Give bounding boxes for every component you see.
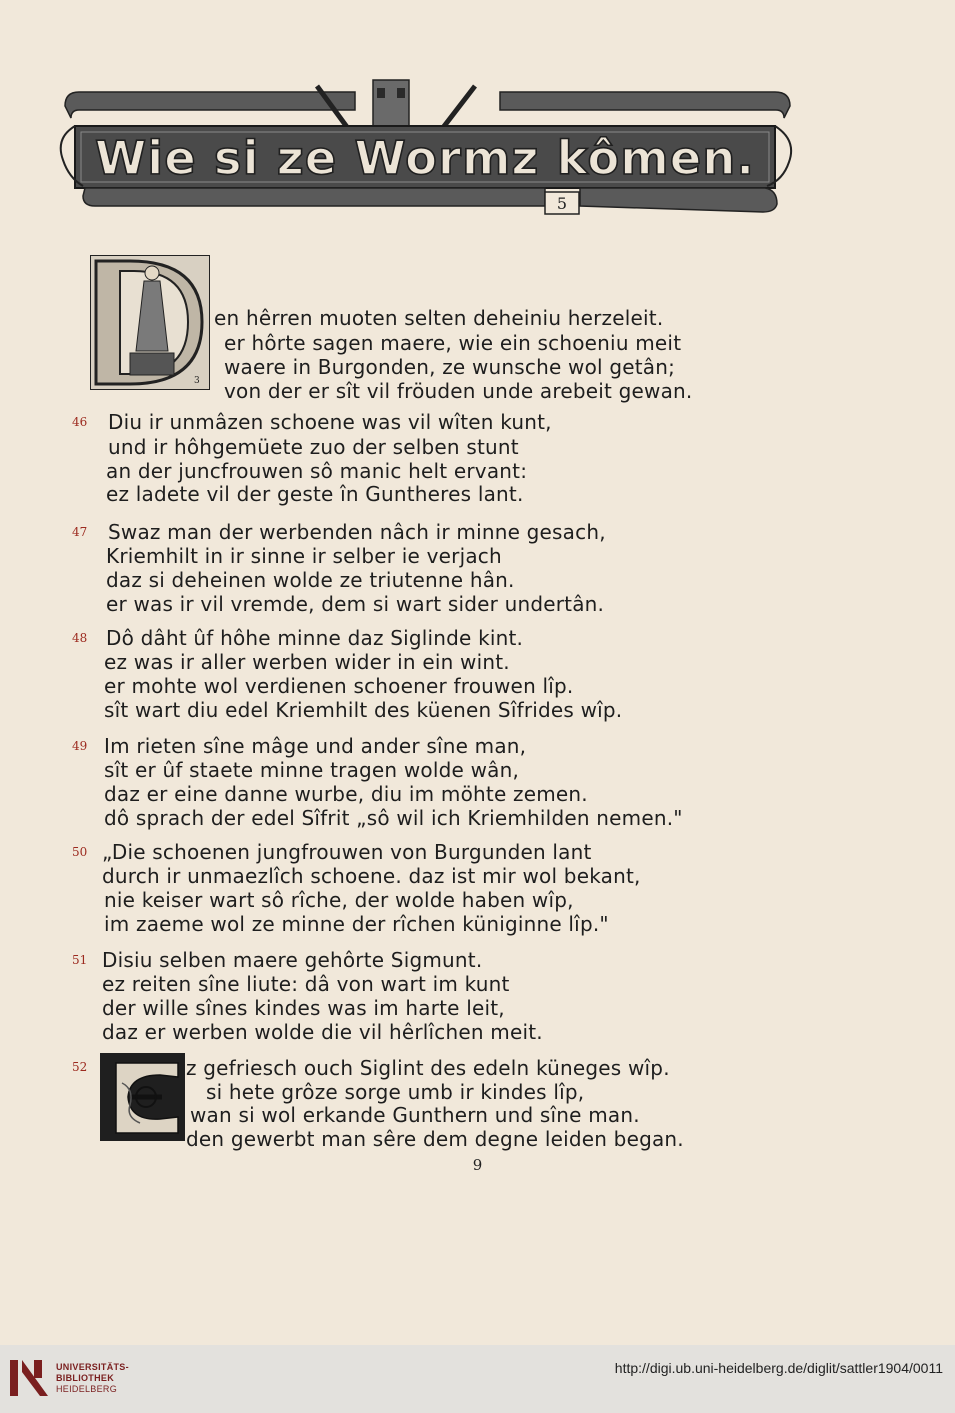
stanza-1-line-1: en hêrren muoten selten deheiniu herzeleit. <box>214 306 664 330</box>
stanza-52-line-3: wan si wol erkande Gunthern und sîne man. <box>190 1103 640 1127</box>
library-logo-icon <box>8 1356 50 1402</box>
stanza-line: nie keiser wart sô rîche, der wolde haben wîp, <box>104 888 574 912</box>
stanza-line: im zaeme wol ze minne der rîchen küniginne lîp." <box>104 912 609 936</box>
banner-upper-scroll <box>65 92 355 118</box>
stanza-line: er was ir vil vremde, dem si wart sider undertân. <box>106 592 605 616</box>
stanza-line: Diu ir unmâzen schoene was vil wîten kunt, <box>108 410 552 434</box>
stanza-line: Dô dâht ûf hôhe minne daz Siglinde kint. <box>106 626 524 650</box>
library-name-line-2: BIBLIOTHEK <box>56 1373 114 1383</box>
stanza-line: er mohte wol verdienen schoener frouwen lîp. <box>104 674 574 698</box>
stanza-1-line-2: er hôrte sagen maere, wie ein schoeniu meit <box>224 331 682 355</box>
stanza-line: sît er ûf staete minne tragen wolde wân, <box>104 758 520 782</box>
stanza-line: an der juncfrouwen sô manic helt ervant: <box>106 459 528 483</box>
stanza-line: daz si deheinen wolde ze triutenne hân. <box>106 568 515 592</box>
stanza-line: daz er werben wolde die vil hêrlîchen meit. <box>102 1020 543 1044</box>
stanza-number: 50 <box>72 845 88 859</box>
library-name-line-1: UNIVERSITÄTS- <box>56 1362 129 1372</box>
stanza-line: ez reiten sîne liute: dâ von wart im kunt <box>102 972 510 996</box>
stanza-line: Kriemhilt in ir sinne ir selber ie verjach <box>106 544 502 568</box>
figure-head <box>145 266 159 280</box>
stanza-line: Im rieten sîne mâge und ander sîne man, <box>104 734 527 758</box>
stanza-number: 47 <box>72 525 88 539</box>
stanza-line: sît wart diu edel Kriemhilt des küenen Sîfrides wîp. <box>104 698 623 722</box>
stanza-number: 52 <box>72 1060 88 1074</box>
page-number: 9 <box>472 1156 483 1174</box>
stanza-line: und ir hôhgemüete zuo der selben stunt <box>108 435 519 459</box>
library-name-line-3: HEIDELBERG <box>56 1384 118 1394</box>
stanza-number: 51 <box>72 953 88 967</box>
stanza-line: Disiu selben maere gehôrte Sigmunt. <box>102 948 483 972</box>
stanza-52-line-2: si hete grôze sorge umb ir kindes lîp, <box>206 1080 585 1104</box>
stanza-line: daz er eine danne wurbe, diu im möhte zemen. <box>104 782 588 806</box>
chapter-number: 5 <box>556 194 568 213</box>
stanza-line: Swaz man der werbenden nâch ir minne gesach, <box>108 520 606 544</box>
stanza-number: 49 <box>72 739 88 753</box>
title-banner <box>55 78 800 228</box>
initial-letter-e <box>100 1053 185 1141</box>
stanza-52-line-1: z gefriesch ouch Siglint des edeln küneges wîp. <box>186 1056 670 1080</box>
chapter-title: Wie si ze Wormz kômen. <box>95 131 755 185</box>
svg-text:3: 3 <box>194 376 200 386</box>
stanza-number: 48 <box>72 631 88 645</box>
permalink-url[interactable]: http://digi.ub.uni-heidelberg.de/diglit/sattler1904/0011 <box>614 1360 943 1376</box>
stanza-1-line-4: von der er sît vil fröuden unde arebeit gewan. <box>224 379 693 403</box>
stanza-line: ez ladete vil der geste în Guntheres lant. <box>106 482 524 506</box>
initial-letter-d <box>90 255 210 390</box>
stanza-1-line-3: waere in Burgonden, ze wunsche wol getân; <box>224 355 676 379</box>
stanza-line: durch ir unmaezlîch schoene. daz ist mir wol bekant, <box>102 864 641 888</box>
digitization-footer <box>0 1345 955 1413</box>
library-name <box>56 1362 129 1395</box>
stanza-line: ez was ir aller werben wider in ein wint. <box>104 650 510 674</box>
stanza-52-line-4: den gewerbt man sêre dem degne leiden began. <box>186 1127 684 1151</box>
stanza-number: 46 <box>72 415 88 429</box>
stanza-line: der wille sînes kindes was im harte leit, <box>102 996 505 1020</box>
stanza-line: dô sprach der edel Sîfrit „sô wil ich Kriemhilden nemen." <box>104 806 683 830</box>
stanza-line: „Die schoenen jungfrouwen von Burgunden lant <box>102 840 592 864</box>
